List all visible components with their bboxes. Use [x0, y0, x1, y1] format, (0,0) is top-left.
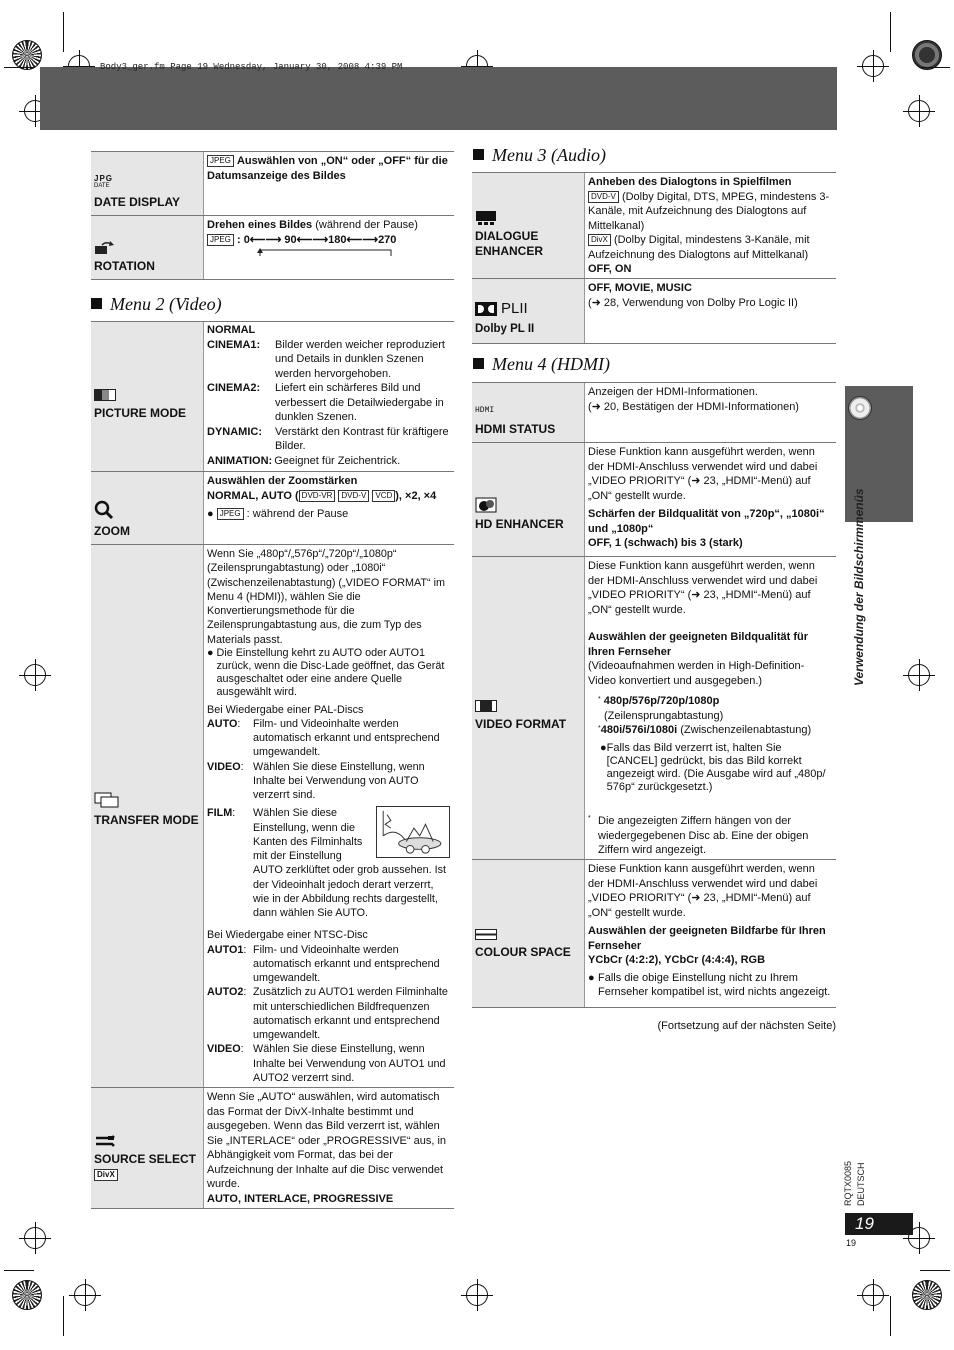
hd-enhancer-row [472, 443, 836, 557]
trim-line [63, 1296, 64, 1336]
option-row: VIDEO: Wählen Sie diese Einstellung, wenn Inhalte bei Verwendung von AUTO1 und AUTO2 verzerrt sind. [207, 1043, 446, 1084]
crosshair-mark [74, 1284, 96, 1306]
dvd-v-tag: DVD-V [588, 191, 619, 203]
crosshair-mark [24, 664, 46, 686]
setting-name: HD ENHANCER [475, 517, 564, 532]
menu2-table [91, 321, 454, 1209]
source-select-icon [94, 1134, 200, 1148]
rotation-return-arrow [257, 247, 397, 257]
crosshair-mark [862, 55, 884, 77]
colour-space-row [472, 860, 836, 1008]
page-number: 19 [845, 1213, 913, 1235]
document-code: RQTX0085 [843, 1160, 853, 1206]
setting-label-cell [91, 1088, 204, 1208]
menu2-title: Menu 2 (Video) [91, 293, 222, 317]
registration-wheel-top-left [12, 40, 42, 70]
menu1-continued-table [91, 151, 454, 280]
crosshair-mark [908, 664, 930, 686]
language-label: DEUTSCH [856, 1162, 866, 1206]
trim-line [920, 67, 950, 68]
section-bullet [473, 358, 484, 369]
distorted-image-illustration [376, 806, 450, 858]
footnote: * Die angezeigten Ziffern hängen von der wiedergegebenen Disc ab. Eine der obigen Ziffern wird angezeigt. [588, 815, 809, 857]
setting-label-cell [91, 545, 204, 1087]
option-row: AUTO1: Film- und Videoinhalte werden automatisch erkannt und entsprechend umgewandelt. [207, 943, 440, 985]
crosshair-mark [466, 1284, 488, 1306]
menu3-title: Menu 3 (Audio) [473, 144, 606, 168]
hdmi-status-row [472, 383, 836, 443]
registration-wheel-bottom-right [912, 1280, 942, 1310]
setting-label-cell [91, 322, 204, 471]
hdmi-icon: HDMI [475, 406, 495, 416]
zoom-row [91, 472, 454, 545]
setting-name: Dolby PL II [475, 323, 535, 336]
setting-name: DATE DISPLAY [94, 195, 181, 210]
rotation-row [91, 216, 454, 280]
setting-label-cell [472, 173, 585, 278]
trim-line [890, 1296, 891, 1336]
header-bar [40, 67, 837, 130]
crosshair-mark [24, 1227, 46, 1249]
setting-description: Diese Funktion kann ausgeführt werden, wenn der HDMI-Anschluss verwendet wird und dabei „VIDEO PRIORITY“ (➜ 23, „HDMI“-Menü) auf „ON“ gestellt wurde. Schärfen der Bildqualität von „720p“, „1080i“ und „1080p“ OFF, 1 (schwach) bis 3 (stark) [588, 446, 825, 550]
setting-description: NORMAL CINEMA1: Bilder werden weicher reproduziert und Details in dunklen Szenen werden hervorgehoben. CINEMA2: Liefert ein schärferes Bild und verbessert die Detailwiedergabe in dunklen Szenen. DYNAMIC: Verstärkt den Kontrast für kräftigere Bilder. ANIMATION: Geeignet für Zeichentrick. [207, 324, 449, 467]
chapter-label: Verwendung der Bildschirmmenüs [852, 488, 866, 686]
setting-description: Diese Funktion kann ausgeführt werden, wenn der HDMI-Anschluss verwendet wird und dabei „VIDEO PRIORITY“ (➜ 23, „HDMI“-Menü) auf „ON“ gestellt wurde. Auswählen der geeigneten Bildfarbe für Ihren Fernseher YCbCr (4:2:2), YCbCr (4:4:4), RGB ● Falls die obige Einstellung nicht zu Ihrem Fernseher kompatibel ist, wird nichts angezeigt. [588, 863, 831, 999]
option-row: AUTO: Film- und Videoinhalte werden automatisch erkannt und entsprechend umgewandelt. [207, 717, 440, 759]
video-format-icon [475, 699, 581, 713]
setting-label-cell [91, 152, 204, 215]
transfer-mode-row [91, 545, 454, 1088]
page-number-small: 19 [846, 1238, 857, 1248]
setting-name: HDMI STATUS [475, 422, 556, 437]
dialogue-enhancer-row [472, 173, 836, 279]
option-row: FILM: Wählen Sie diese Einstellung, wenn die Kanten des Filminhalts mit der Einstellung AUTO zerklüftet oder grob aussehen. Ist der Videoinhalt jedoch derart verzerrt, wie in der Abbildung rechts dargestellt, dann wählen Sie AUTO. [207, 806, 450, 920]
registration-wheel-top-right [912, 40, 942, 70]
registration-wheel-bottom-left [12, 1280, 42, 1310]
jpg-date-icon: JPG DATE [94, 174, 114, 190]
setting-name: VIDEO FORMAT [475, 717, 567, 731]
jpeg-tag: JPEG [207, 155, 234, 167]
option-row: ANIMATION: Geeignet für Zeichentrick. [207, 454, 401, 467]
setting-description: Anzeigen der HDMI-Informationen. (➜ 20, Bestätigen der HDMI-Informationen) [588, 386, 799, 413]
source-select-row [91, 1088, 454, 1209]
setting-name: ROTATION [94, 259, 155, 274]
setting-label-cell [472, 443, 585, 556]
option-row: CINEMA1: Bilder werden weicher reproduziert und Details in dunklen Szenen werden hervorgehoben. [207, 338, 445, 380]
setting-label-cell [91, 216, 204, 279]
crosshair-mark [862, 1284, 884, 1306]
divx-tag: DivX [94, 1169, 118, 1181]
hd-enhancer-icon [475, 497, 581, 513]
trim-line [890, 12, 891, 52]
jpeg-tag: JPEG [207, 234, 234, 246]
dialogue-enhancer-icon [475, 211, 581, 225]
menu4-table [472, 382, 836, 1008]
dvd-v-tag: DVD-V [338, 490, 369, 502]
setting-description: JPEG Auswählen von „ON“ oder „OFF“ für die Datumsanzeige des Bildes [207, 155, 448, 182]
video-format-row [472, 557, 836, 860]
option-row: AUTO2: Zusätzlich zu AUTO1 werden Filminhalte mit unterschiedlichen Bildfrequenzen automatisch erkannt und entsprechend umgewandelt. [207, 986, 448, 1042]
setting-label-cell [472, 279, 585, 343]
setting-description: Auswählen der Zoomstärken NORMAL, AUTO ( DVD-VR DVD-V VCD ), ×2, ×4 ● JPEG : während der Pause [207, 475, 437, 521]
setting-description: Drehen eines Bildes (während der Pause) JPEG : 0⟵⟶ 90⟵⟶180⟵⟶270 [204, 216, 454, 279]
option-row: DYNAMIC: Verstärkt den Kontrast für kräftigere Bilder. [207, 425, 449, 453]
dolby-pl2-row [472, 279, 836, 344]
crosshair-mark [908, 100, 930, 122]
picture-mode-icon [94, 388, 200, 402]
dvd-vr-tag: DVD-VR [299, 490, 336, 502]
dolby-logo-icon: PLII [475, 300, 581, 318]
rotation-icon [94, 241, 200, 255]
menu4-title: Menu 4 (HDMI) [473, 353, 610, 377]
section-bullet [473, 149, 484, 160]
option-row: VIDEO: Wählen Sie diese Einstellung, wenn Inhalte bei Verwendung von AUTO verzerrt sind. [207, 760, 425, 802]
setting-description: Diese Funktion kann ausgeführt werden, wenn der HDMI-Anschluss verwendet wird und dabei „VIDEO PRIORITY“ (➜ 23, „HDMI“-Menü) auf „ON“ gestellt wurde. Auswählen der geeigneten Bildqualität für Ihren Fernseher (Videoaufnahmen werden in High-Definition-Video konvertiert und ausgegeben.) * 480p/576p/720p/1080p (Zeilensprungabtastung) *480i/576i/1080i (Zwischenzeilenabtastung) ● Falls das Bild verzerrt ist, halten Sie [CANCEL] gedrückt, bis das Bild korrekt angezeigt wird. (Die Ausgabe wird auf „480p/ 576p“ zurückgesetzt.) * Die angezeigten Ziffern hängen von der wiedergegebenen Disc ab. Eine der obigen Ziffern wird angezeigt. [585, 557, 836, 859]
divx-tag: DivX [588, 234, 611, 246]
trim-line [4, 1270, 34, 1271]
menu3-table [472, 172, 836, 344]
setting-name: ZOOM [94, 524, 130, 539]
picture-mode-row [91, 322, 454, 472]
setting-description: Wenn Sie „AUTO“ auswählen, wird automatisch das Format der DivX-Inhalte bestimmt und ausgegeben. Wenn das Bild verzerrt ist, wählen Sie „INTERLACE“ oder „PROGRESSIVE“ aus, in Abhängigkeit vom Format, das bei der Aufzeichnung der Inhalte auf die Disc verwendet wurde. AUTO, INTERLACE, PROGRESSIVE [207, 1091, 447, 1205]
setting-label-cell [91, 472, 204, 544]
setting-name: COLOUR SPACE [475, 945, 571, 960]
bullet-note: ● Falls das Bild verzerrt ist, halten Sie [CANCEL] gedrückt, bis das Bild korrekt angezeigt wird. (Die Ausgabe wird auf „480p/ 576p“ zurückgesetzt.) [600, 741, 826, 794]
setting-name: PICTURE MODE [94, 406, 187, 420]
bullet-note: ● Falls die obige Einstellung nicht zu Ihrem Fernseher kompatibel ist, wird nichts angezeigt. [588, 971, 831, 999]
transfer-mode-icon [94, 791, 200, 809]
bullet-note: ● Die Einstellung kehrt zu AUTO oder AUTO1 zurück, wenn die Disc-Lade geöffnet, das Gerät ausgeschaltet oder eine andere Quelle ausgewählt wird. [207, 646, 445, 698]
setting-name: DIALOGUE ENHANCER [475, 228, 544, 259]
setting-name: SOURCE SELECT [94, 1151, 197, 1166]
trim-line [920, 1270, 950, 1271]
section-bullet [91, 298, 102, 309]
file-info: Body3_ger.fm Page 19 Wednesday, January 30, 2008 4:39 PM [100, 62, 403, 72]
setting-label-cell [472, 383, 585, 442]
trim-line [4, 67, 34, 68]
option-row: CINEMA2: Liefert ein schärferes Bild und verbessert die Detailwiedergabe in dunklen Szenen. [207, 382, 444, 424]
date-display-row [91, 152, 454, 216]
colour-space-icon [475, 927, 581, 941]
setting-description: Wenn Sie „480p“/„576p“/„720p“/„1080p“ (Zeilensprungabtastung) oder „1080i“ (Zwischenzeilenabtastung) („VIDEO FORMAT“ im Menu 4 (HDMI)), wählen Sie die Konvertierungsmethode für die Zeilensprungabtastung aus, die zum Typ des Materials passt. ● Die Einstellung kehrt zu AUTO oder AUTO1 zurück, wenn die Disc-Lade geöffnet, das Gerät ausgeschaltet oder eine andere Quelle ausgewählt wird. Bei Wiedergabe einer PAL-Discs AUTO: Film- und Videoinhalte werden automatisch erkannt und entsprechend umgewandelt. VIDEO: Wählen Sie diese Einstellung, wenn Inhalte bei Verwendung von AUTO verzerrt sind. FILM: Wählen Sie diese Einstellung, wenn die Kanten des Filminhalts mit der Einstellung AUTO zerklüftet oder grob aussehen. Ist der Videoinhalt jedoch derart verzerrt, wie in der Abbildung rechts dargestellt, dann wählen Sie AUTO. Bei Wiedergabe einer NTSC-Disc AUTO1: Film- und Videoinhalte werden automatisch erkannt und entsprechend umgewandelt. AUTO2: Zusätzlich zu AUTO1 werden Filminhalte mit unterschiedlichen Bildfrequenzen automatisch erkannt und entsprechend umgewandelt. VIDEO: Wählen Sie diese Einstellung, wenn Inhalte bei Verwendung von AUTO1 und AUTO2 verzerrt sind. [204, 545, 454, 1087]
trim-line [63, 12, 64, 52]
setting-description: Anheben des Dialogtons in Spielfilmen DVD-V (Dolby Digital, DTS, MPEG, mindestens 3-Kanäle, mit Aufzeichnung des Dialogtons auf Mittelkanal) DivX (Dolby Digital, mindestens 3-Kanäle, mit Aufzeichnung des Dialogtons auf Mittelkanal) OFF, ON [588, 176, 830, 276]
jpeg-tag: JPEG [217, 508, 244, 520]
setting-name: TRANSFER MODE [94, 813, 199, 827]
setting-label-cell [472, 860, 585, 1007]
setting-label-cell [472, 557, 585, 859]
continuation-note: (Fortsetzung auf der nächsten Seite) [657, 1020, 836, 1032]
vcd-tag: VCD [372, 490, 395, 502]
setting-description: OFF, MOVIE, MUSIC (➜ 28, Verwendung von Dolby Pro Logic II) [588, 282, 798, 309]
disc-icon [848, 396, 872, 420]
magnifier-icon [94, 500, 200, 520]
